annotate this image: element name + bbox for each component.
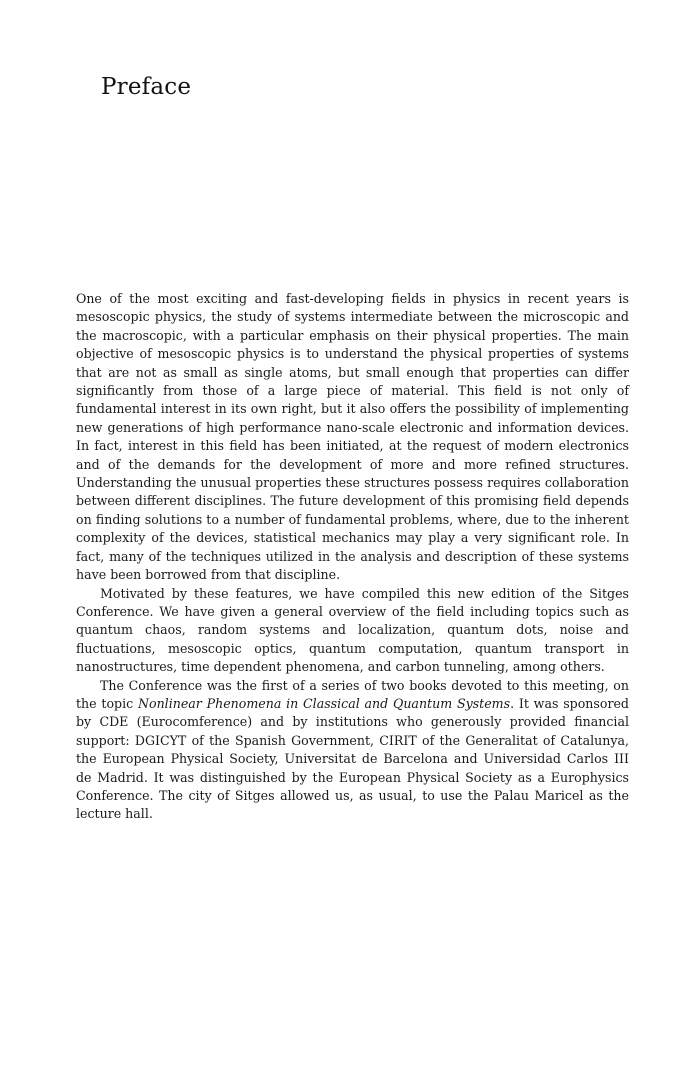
- page-title: Preface: [101, 74, 192, 100]
- paragraph-3-intro: The Conference was the first of a series of two books devoted to this meeting, on the topic: [76, 677, 629, 711]
- conference-title: Nonlinear Phenomena in Classical and Quantum Systems: [137, 695, 511, 711]
- paragraph-3-rest: . It was sponsored by CDE (Eurocomference) and by institutions who generously provided financial support: DGICYT of the Spanish Government, CIRIT of the Generalitat of Catalunya, the European Physical Society, Universitat de Barcelona and Universidad Carlos III de Madrid. It was distinguished by the European Physical Society as a Europhysics Conference. The city of Sitges allowed us, as usual, to use the Palau Maricel as the lecture hall.: [76, 695, 629, 822]
- paragraph-2: Motivated by these features, we have compiled this new edition of the Sitges Conference. We have given a general overview of the field including topics such as quantum chaos, random systems and localization, quantum dots, noise and fluctuations, mesoscopic optics, quantum computation, quantum transport in nanostructures, time dependent phenomena, and carbon tunneling, among others.: [76, 585, 629, 675]
- preface-body: [76, 290, 629, 824]
- paragraph-3: [76, 677, 629, 824]
- paragraph-1: One of the most exciting and fast-developing fields in physics in recent years is mesoscopic physics, the study of systems intermediate between the microscopic and the macroscopic, with a particular emphasis on their physical properties. The main objective of mesoscopic physics is to understand the physical properties of systems that are not as small as single atoms, but small enough that properties can differ significantly from those of a large piece of material. This field is not only of fundamental interest in its own right, but it also offers the possibility of implementing new generations of high performance nano-scale electronic and information devices. In fact, interest in this field has been initiated, at the request of modern electronics and of the demands for the development of more and more refined structures. Understanding the unusual properties these structures possess requires collaboration between different disciplines. The future development of this promising field depends on finding solutions to a number of fundamental problems, where, due to the inherent complexity of the devices, statistical mechanics may play a very significant role. In fact, many of the techniques utilized in the analysis and description of these systems have been borrowed from that discipline.: [76, 291, 629, 583]
